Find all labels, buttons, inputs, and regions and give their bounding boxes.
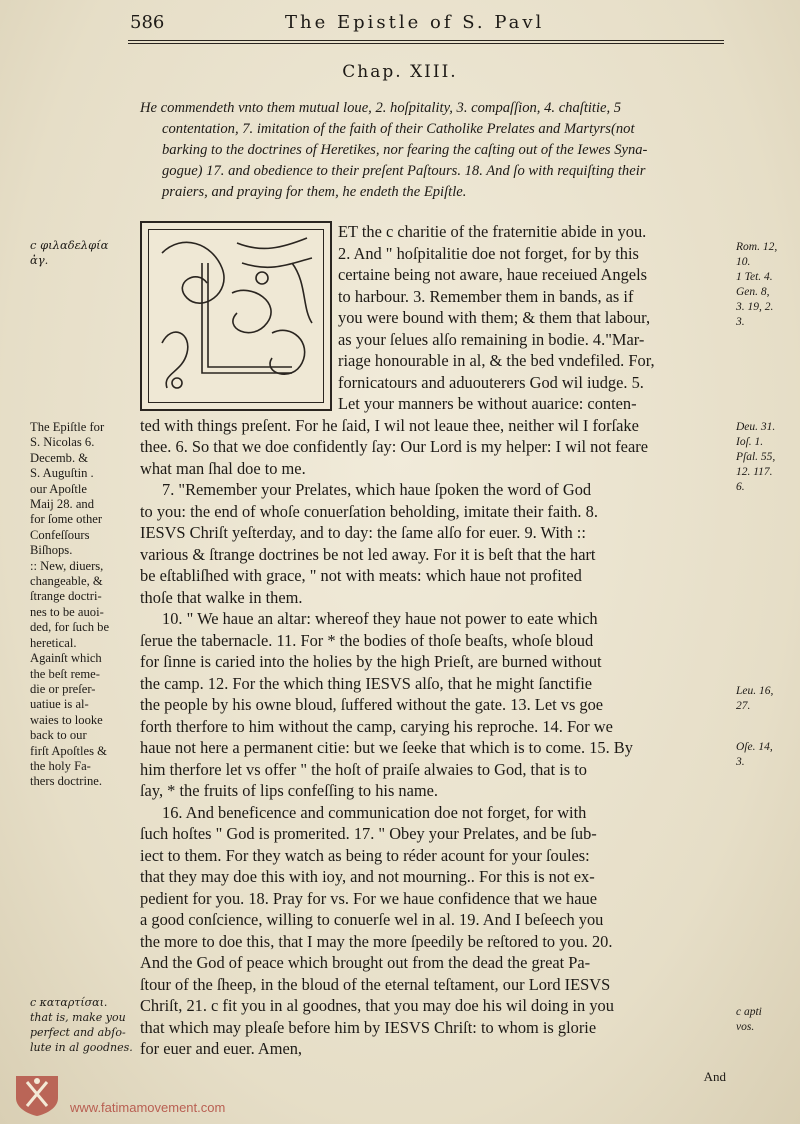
body-line: ſtour of the ſheep, in the bloud of the eternal teſtament, our Lord IESVS	[140, 974, 611, 994]
margin-line: Maij 28. and	[30, 497, 95, 512]
body-line: Chriſt, 21. c fit you in al goodnes, that you may doe his wil doing in you	[140, 996, 614, 1015]
margin-line: perfect and abſo-	[30, 1026, 126, 1039]
reference: 27.	[736, 700, 751, 712]
margin-line: lute in al goodnes.	[30, 1041, 133, 1054]
body-line: 10. " We haue an altar: whereof they haue not power to eate which	[162, 609, 598, 628]
body-line: thee. 6. So that we doe confidently ſay: Our Lord is my helper: I wil not feare	[140, 437, 648, 456]
header-rule-inner	[128, 43, 724, 44]
margin-line: heretical.	[30, 635, 77, 650]
margin-line: :: New, diuers,	[30, 558, 104, 573]
reference: 6.	[736, 481, 745, 493]
body-line: what man ſhal doe to me.	[140, 458, 306, 478]
body-line: Let your manners be without auarice: conten-	[338, 394, 637, 413]
body-line: ET the c charitie of the fraternitie abide in you.	[338, 222, 647, 241]
reference: Deu. 31.	[736, 421, 776, 433]
body-line: to you: the end of whoſe conuerſation beholding, imitate their faith. 8.	[140, 501, 598, 521]
body-line: And the God of peace which brought out from the dead the great Pa-	[140, 953, 591, 972]
margin-line: nes to be auoi-	[30, 604, 104, 619]
reference: Oſe. 14,	[736, 741, 773, 753]
margin-bottom-note	[30, 995, 133, 1055]
margin-line: ded, for ſuch be	[30, 620, 110, 635]
margin-line: the holy Fa-	[30, 758, 91, 773]
reference: Pſal. 55,	[736, 451, 776, 463]
margin-line: Decemb. &	[30, 450, 89, 465]
margin-line: back to our	[30, 728, 87, 743]
body-line: be eſtabliſhed with grace, " not with meats: which haue not profited	[140, 566, 582, 585]
body-line: 16. And beneficence and communication doe not forget, for with	[162, 802, 587, 822]
body-line: riage honourable in al, & the bed vndefiled. For,	[338, 351, 655, 370]
body-line: that which may pleaſe before him by IESVS Chriſt: to whom is glorie	[140, 1017, 597, 1037]
body-line: iect to them. For they watch as being to réder acount for your ſoules:	[140, 845, 590, 865]
margin-line: that is, make you	[30, 1011, 126, 1024]
argument-line: contentation, 7. imitation of the faith of their Catholike Prelates and Martyrs(not	[162, 121, 635, 137]
watermark-url: www.fatimamovement.com	[70, 1100, 226, 1115]
body-line: haue not here a permanent citie: but we ſeeke that which is to come. 15. By	[140, 738, 633, 757]
argument-line: gogue) 17. and obedience to their preſent Paſtours. 18. And ſo with requiſting their	[162, 163, 646, 179]
body-line: as your ſelues alſo remaining in bodie. 4."Mar-	[338, 329, 645, 349]
reference: 3.	[736, 756, 745, 768]
margin-line: uatiue is al-	[30, 697, 89, 712]
margin-line: waies to looke	[30, 712, 103, 727]
reference: 12. 117.	[736, 466, 773, 478]
margin-line: die or preſer-	[30, 681, 96, 696]
body-line: various & ſtrange doctrines be not led away. For it is beſt that the hart	[140, 544, 596, 564]
margin-line: for ſome other	[30, 512, 103, 527]
margin-line: ſtrange doctri-	[30, 589, 102, 604]
body-line: a good conſcience, willing to conuerſe wel in al. 19. And I beſeech you	[140, 910, 604, 929]
body-line: 2. And " hoſpitalitie doe not forget, for by this	[338, 243, 639, 263]
header-rule	[128, 40, 724, 41]
body-line: 7. "Remember your Prelates, which haue ſpoken the word of God	[162, 480, 592, 499]
body-line: ſay, * the fruits of lips confeſſing to his name.	[140, 781, 439, 800]
catchword: And	[703, 1068, 726, 1084]
body-line: pedient for you. 18. Pray for vs. For we haue confidence that we haue	[140, 888, 597, 908]
body-line: the more to doe this, that I may the more ſpeedily be reſtored to you. 20.	[140, 931, 613, 951]
body-line: ſuch hoſtes " God is promerited. 17. " Obey your Prelates, and be ſub-	[140, 824, 597, 843]
argument-line: He commendeth vnto them mutual loue, 2. hoſpitality, 3. compaſſion, 4. chaſtitie, 5	[140, 100, 622, 116]
body-line: fornicatours and aduouterers God wil iudge. 5.	[338, 372, 644, 392]
argument-line: praiers, and praying for them, he endeth the Epiſtle.	[162, 184, 467, 200]
greek-line: c φιλαδελφία	[30, 238, 109, 252]
greek-line: ἀγ.	[30, 253, 49, 267]
body-line: certaine being not aware, haue receiued Angels	[338, 265, 647, 284]
body-line: to harbour. 3. Remember them in bands, as if	[338, 286, 634, 306]
margin-line: S. Auguſtin .	[30, 466, 94, 481]
margin-greek-note	[30, 238, 108, 268]
body-line: ſerue the tabernacle. 11. For * the bodies of thoſe beaſts, whoſe bloud	[140, 630, 594, 650]
body-line: for euer and euer. Amen,	[140, 1039, 303, 1058]
body-line: him therfore let vs offer " the hoſt of praiſe alwaies to God, that is to	[140, 759, 587, 779]
chapter-argument	[140, 98, 736, 203]
right-margin-refs-3	[736, 684, 796, 714]
reference: Rom. 12,	[736, 241, 778, 253]
margin-line: The Epiſtle for	[30, 420, 105, 434]
body-line: for ſinne is caried into the holies by the high Prieſt, are burned without	[140, 652, 602, 671]
running-head: The Epistle of S. Pavl	[285, 12, 545, 33]
reference: Ioſ. 1.	[736, 436, 764, 448]
body-line: the camp. 12. For the which thing IESVS alſo, that he might ſanctifie	[140, 673, 593, 693]
body-text	[140, 221, 730, 1087]
right-margin-refs-5	[736, 1005, 796, 1035]
body-line: that they may doe this with ioy, and not mourning.. For this is not ex-	[140, 867, 595, 886]
reference: c apti	[736, 1006, 762, 1018]
argument-line: barking to the doctrines of Heretikes, nor fearing the caſting out of the Iewes Syna-	[162, 142, 648, 158]
margin-line: firſt Apoſtles &	[30, 743, 107, 758]
margin-line: c καταρτίσαι.	[30, 996, 108, 1009]
margin-line: Againſt which	[30, 651, 102, 666]
page-number: 586	[130, 12, 165, 33]
margin-line: changeable, &	[30, 574, 103, 589]
margin-line: Biſhops.	[30, 543, 73, 558]
body-line: the people by his owne bloud, ſuffered without the gate. 13. Let vs goe	[140, 695, 604, 714]
papal-keys-emblem-icon	[12, 1072, 62, 1116]
right-margin-refs-2	[736, 420, 796, 495]
right-margin-refs-1	[736, 240, 796, 330]
reference: 3. 19, 2.	[736, 301, 774, 313]
reference: 3.	[736, 316, 745, 328]
chapter-heading: Chap. XIII.	[342, 62, 458, 82]
body-line: ted with things preſent. For he ſaid, I wil not leaue thee, neither wil I forſake	[140, 415, 639, 435]
margin-line: the beſt reme-	[30, 666, 100, 681]
reference: 1 Tet. 4.	[736, 271, 773, 283]
body-line: thoſe that walke in them.	[140, 587, 303, 607]
margin-line: thers doctrine.	[30, 774, 103, 789]
margin-line: Confeſſours	[30, 527, 90, 542]
reference: Gen. 8,	[736, 286, 770, 298]
reference: vos.	[736, 1021, 755, 1033]
margin-line: our Apoſtle	[30, 481, 88, 496]
left-margin-notes	[30, 420, 134, 790]
reference: Leu. 16,	[736, 685, 774, 697]
margin-line: S. Nicolas 6.	[30, 435, 95, 450]
reference: 10.	[736, 256, 751, 268]
body-line: IESVS Chriſt yeſterday, and to day: the ſame alſo for euer. 9. With ::	[140, 523, 586, 542]
right-margin-refs-4	[736, 740, 796, 770]
body-line: forth therfore to him without the camp, carying his reproche. 14. For we	[140, 716, 613, 736]
body-line: you were bound with them; & them that labour,	[338, 308, 651, 327]
